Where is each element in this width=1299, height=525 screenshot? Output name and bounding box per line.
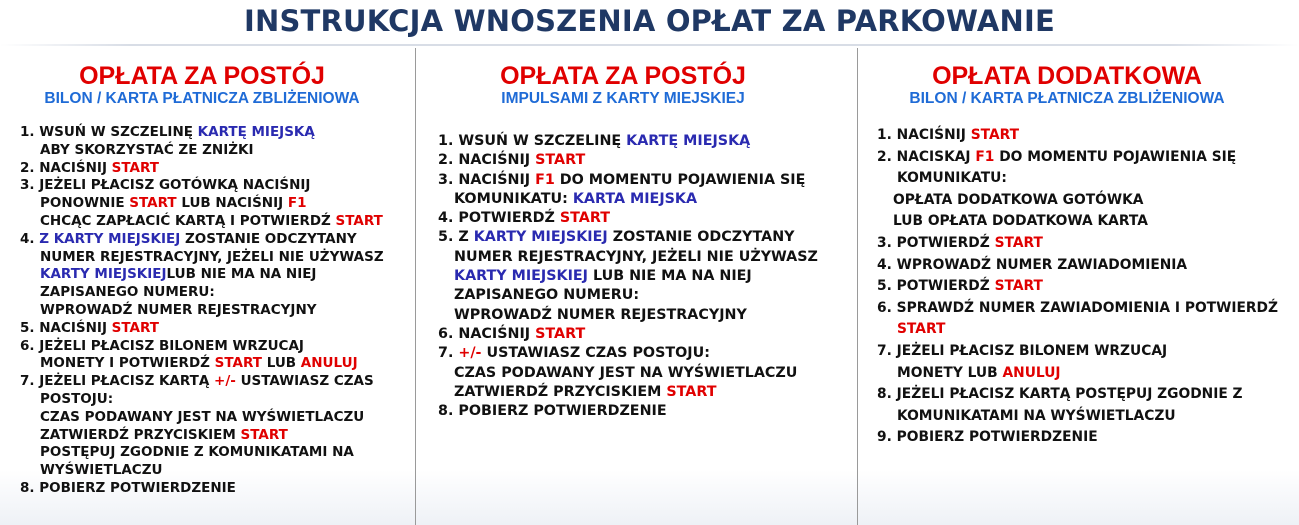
instruction-text: CHCĄC ZAPŁACIĆ KARTĄ I POTWIERDŹ [40,212,336,229]
instruction-text: 4. POTWIERDŹ [438,210,560,227]
instruction-text: USTAWIASZ CZAS POSTOJU: [481,345,710,362]
instruction-text: POSTĘPUJ ZGODNIE Z KOMUNIKATAMI NA [40,444,354,461]
instruction-line [438,344,848,363]
highlight-red-text: START [535,152,586,169]
instruction-text: NUMER REJESTRACYJNY, JEŻELI NIE UŻYWASZ [40,248,384,265]
instruction-text: ZATWIERDŹ PRZYCISKIEM [454,383,667,400]
column-additional-fee [877,62,1282,449]
instruction-line [20,195,405,213]
instruction-text: ZOSTANIE ODCZYTANY [180,230,357,247]
instruction-line [20,231,405,249]
highlight-blue-text: KARTA MIEJSKA [572,190,698,207]
instruction-text: 6. NACIŚNIJ [438,325,536,342]
instruction-text: LUB [262,355,301,372]
instruction-line [877,341,1282,363]
highlight-red-text: F1 [975,148,995,165]
instruction-line [20,302,405,320]
instruction-text: 4. [20,230,40,247]
instruction-line [877,211,1282,233]
highlight-red-text: START [994,234,1043,251]
instruction-text: 4. WPROWADŹ NUMER ZAWIADOMIENIA [877,256,1188,273]
column-divider-2 [857,48,858,525]
instruction-text: 8. JEŻELI PŁACISZ KARTĄ POSTĘPUJ ZGODNIE Z [877,386,1243,403]
highlight-red-text: +/- [214,373,236,390]
column-subtitle: BILON / KARTA PŁATNICZA ZBLIŻENIOWA [44,90,360,107]
instruction-text: ZATWIERDŹ PRZYCISKIEM [40,426,241,443]
highlight-red-text: START [897,321,946,338]
instruction-line [438,209,848,228]
column-title: OPŁATA ZA POSTÓJ [79,62,325,90]
highlight-red-text: START [994,278,1043,295]
instruction-text: 5. Z [438,229,474,246]
instruction-line [438,228,848,247]
instruction-line [438,383,848,402]
instruction-text: 7. JEŻELI PŁACISZ KARTĄ [20,373,215,390]
instruction-text: LUB NIE MA NA NIEJ [166,266,317,283]
instruction-line [877,147,1282,169]
instruction-text: KOMUNIKATU: [454,190,573,207]
instruction-line [20,284,405,302]
instruction-line [20,409,405,427]
instruction-text: DO MOMENTU POJAWIENIA SIĘ [554,171,806,188]
instruction-text: KOMUNIKATU: [897,170,1007,187]
page-title: INSTRUKCJA WNOSZENIA OPŁAT ZA PARKOWANIE [244,4,1055,38]
instruction-line [877,298,1282,320]
instruction-line [438,171,848,190]
highlight-red-text: F1 [287,195,307,212]
instruction-text: WPROWADŹ NUMER REJESTRACYJNY [40,301,317,318]
instruction-text: 5. POTWIERDŹ [877,278,995,295]
instruction-line [438,267,848,286]
instruction-text: PONOWNIE [40,195,130,212]
instruction-line [20,427,405,445]
column-subtitle: BILON / KARTA PŁATNICZA ZBLIŻENIOWA [909,90,1225,107]
instruction-text: LUB NIE MA NA NIEJ [588,268,752,285]
instruction-text: NUMER REJESTRACYJNY, JEŻELI NIE UŻYWASZ [454,248,818,265]
instruction-line [20,320,405,338]
column-header [20,62,384,108]
instruction-text: 8. POBIERZ POTWIERDZENIE [20,479,236,496]
instruction-line [438,248,848,267]
column-parking-fee-coins-card [20,62,405,498]
instruction-text: LUB OPŁATA DODATKOWA KARTA [893,213,1148,230]
highlight-blue-text: Z KARTY MIEJSKIEJ [39,230,181,247]
highlight-red-text: ANULUJ [1002,364,1061,381]
highlight-red-text: START [666,383,717,400]
highlight-red-text: START [335,212,383,229]
instruction-line [877,384,1282,406]
instruction-text: 3. JEŻELI PŁACISZ GOTÓWKĄ NACIŚNIJ [20,177,311,194]
instruction-text: 1. WSUŃ W SZCZELINĘ [438,133,627,149]
instruction-text: 2. NACIŚNIJ [438,152,536,169]
instruction-line [877,168,1282,190]
instruction-line [438,151,848,170]
instruction-line [877,406,1282,428]
column-subtitle: IMPULSAMI Z KARTY MIEJSKIEJ [501,90,745,107]
instruction-text: CZAS PODAWANY JEST NA WYŚWIETLACZU [454,364,798,381]
highlight-red-text: START [240,426,288,443]
instruction-line [877,255,1282,277]
instruction-steps [438,132,848,421]
instruction-text: ZAPISANEGO NUMERU: [454,287,640,304]
highlight-blue-text: KARTĘ MIEJSKĄ [626,133,751,149]
column-title: OPŁATA DODATKOWA [932,62,1202,90]
instruction-text: 7. JEŻELI PŁACISZ BILONEM WRZUCAJ [877,342,1168,359]
instruction-text: 7. [438,345,459,362]
instruction-line [877,363,1282,385]
instruction-text: LUB NACIŚNIJ [176,195,288,212]
instruction-line [438,286,848,305]
instruction-text: 6. SPRAWDŹ NUMER ZAWIADOMIENIA I POTWIERDŹ [877,299,1278,316]
instruction-text: KOMUNIKATAMI NA WYŚWIETLACZU [897,407,1176,424]
instruction-line [20,462,405,480]
instruction-line [20,373,405,391]
instruction-text: ZOSTANIE ODCZYTANY [607,229,795,246]
instruction-line [20,480,405,498]
column-parking-fee-city-card [438,62,848,421]
instruction-text: 3. POTWIERDŹ [877,234,995,251]
highlight-red-text: +/- [458,345,482,362]
instruction-text: POSTOJU: [40,390,114,407]
instruction-text: ABY SKORZYSTAĆ ZE ZNIŻKI [40,141,254,158]
instruction-line [20,355,405,373]
instruction-text: 2. NACIŚNIJ [20,159,112,176]
instruction-text: 1. WSUŃ W SZCZELINĘ [20,124,198,140]
instruction-text: ZAPISANEGO NUMERU: [40,284,215,301]
instruction-line [438,306,848,325]
instruction-line [877,233,1282,255]
instruction-line [20,444,405,462]
instruction-text: 9. POBIERZ POTWIERDZENIE [877,429,1098,446]
instruction-line [877,125,1282,147]
highlight-blue-text: KARTY MIEJSKIEJ [454,268,589,285]
instruction-line [20,177,405,195]
instruction-line [20,160,405,178]
instruction-line [438,325,848,344]
instruction-line [20,213,405,231]
highlight-red-text: START [111,319,160,336]
highlight-blue-text: KARTĘ MIEJSKĄ [197,124,315,140]
column-header [877,62,1257,108]
column-header [438,62,808,108]
instruction-line [20,124,405,142]
highlight-red-text: START [129,195,177,212]
instruction-text: 2. NACISKAJ [877,148,976,165]
instruction-line [20,249,405,267]
highlight-red-text: START [111,159,160,176]
instruction-line [877,319,1282,341]
instruction-text: 1. NACIŚNIJ [877,127,971,143]
column-divider-1 [415,48,416,525]
highlight-red-text: START [559,210,610,227]
instruction-line [20,142,405,160]
instruction-line [438,364,848,383]
instruction-line [877,190,1282,212]
instruction-line [877,276,1282,298]
instruction-text: MONETY LUB [897,364,1003,381]
instruction-line [20,391,405,409]
instruction-line [438,132,848,151]
highlight-blue-text: KARTY MIEJSKIEJ [473,229,608,246]
instruction-text: DO MOMENTU POJAWIENIA SIĘ [994,148,1237,165]
instruction-steps [20,124,405,498]
highlight-blue-text: KARTY MIEJSKIEJ [40,266,167,283]
highlight-red-text: ANULUJ [300,355,358,372]
highlight-red-text: START [970,127,1020,143]
instruction-line [438,402,848,421]
instruction-steps [877,125,1282,449]
instruction-text: WPROWADŹ NUMER REJESTRACYJNY [454,306,747,323]
instruction-text: OPŁATA DODATKOWA GOTÓWKA [893,191,1144,208]
highlight-red-text: F1 [535,171,555,188]
column-title: OPŁATA ZA POSTÓJ [500,62,746,90]
instruction-text: 8. POBIERZ POTWIERDZENIE [438,403,667,420]
instruction-line [20,266,405,284]
instruction-text: MONETY I POTWIERDŹ [40,355,215,372]
instruction-text: WYŚWIETLACZU [40,462,163,479]
instruction-text: 6. JEŻELI PŁACISZ BILONEM WRZUCAJ [20,337,304,354]
instruction-text: 5. NACIŚNIJ [20,319,112,336]
instruction-line [20,338,405,356]
instruction-line [877,427,1282,449]
instruction-text: 3. NACIŚNIJ [438,171,536,188]
instruction-line [438,190,848,209]
instruction-text: CZAS PODAWANY JEST NA WYŚWIETLACZU [40,408,365,425]
highlight-red-text: START [214,355,262,372]
title-underline [0,44,1299,46]
instruction-text: USTAWIASZ CZAS [235,373,374,390]
highlight-red-text: START [535,325,586,342]
